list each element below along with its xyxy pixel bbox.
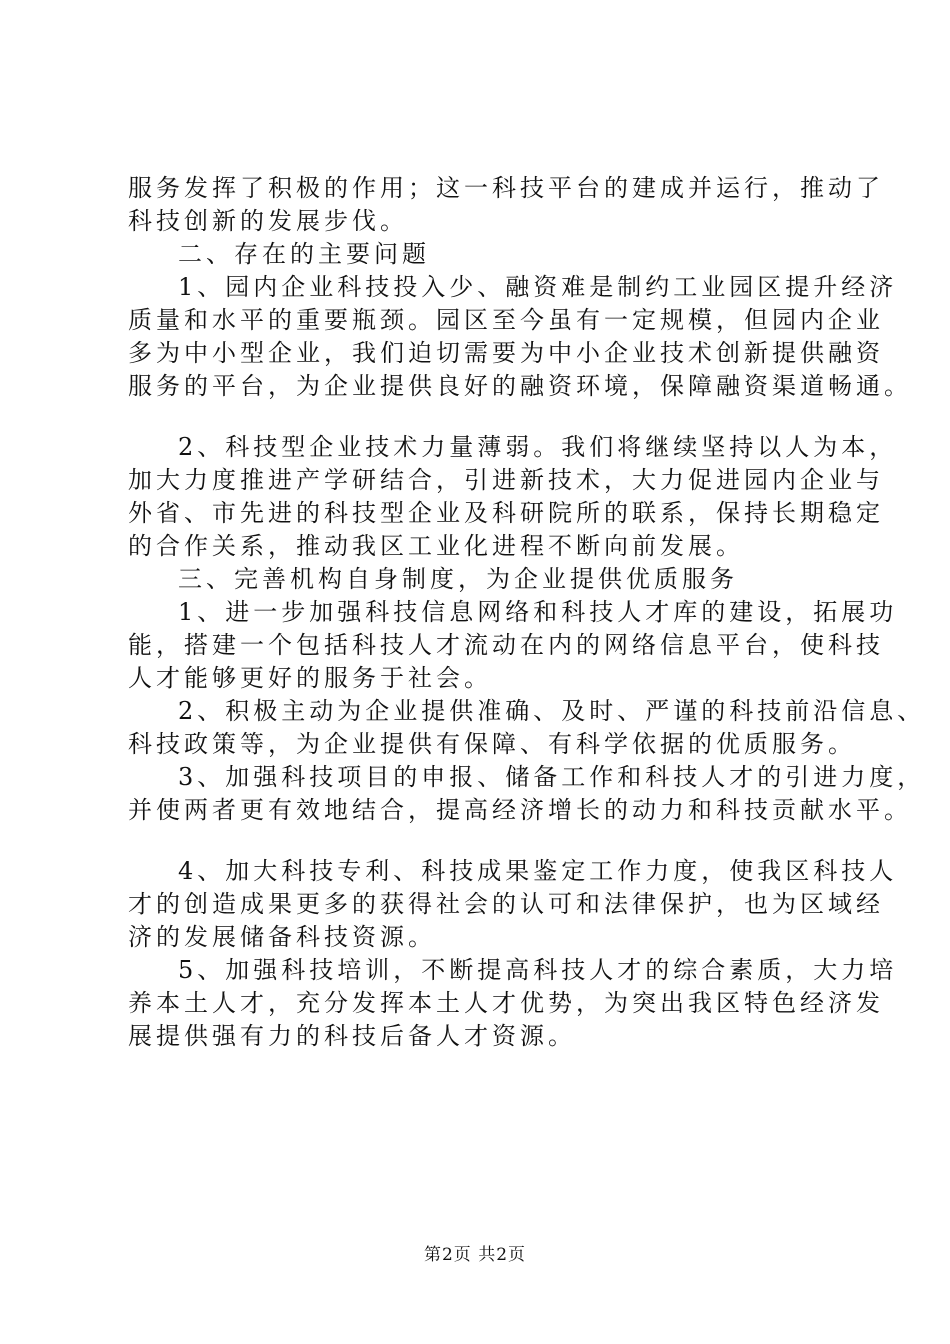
text-line: 并使两者更有效地结合，提高经济增长的动力和科技贡献水平。: [128, 796, 912, 824]
text-line: 养本土人才，充分发挥本土人才优势，为突出我区特色经济发: [128, 989, 884, 1017]
text-line: 能，搭建一个包括科技人才流动在内的网络信息平台，使科技: [128, 631, 884, 659]
text-line: 2、科技型企业技术力量薄弱。我们将继续坚持以人为本，: [178, 433, 898, 461]
text-line: 质量和水平的重要瓶颈。园区至今虽有一定规模，但园内企业: [128, 306, 884, 334]
text-line: 1、园内企业科技投入少、融资难是制约工业园区提升经济: [178, 273, 898, 301]
text-line: 济的发展储备科技资源。: [128, 923, 436, 951]
text-line: 2、积极主动为企业提供准确、及时、严谨的科技前沿信息、: [178, 697, 926, 725]
text-line: 科技政策等，为企业提供有保障、有科学依据的优质服务。: [128, 730, 856, 758]
paragraph-gap: [128, 403, 850, 431]
text-line: 1、进一步加强科技信息网络和科技人才库的建设，拓展功: [178, 598, 898, 626]
text-line: 3、加强科技项目的申报、储备工作和科技人才的引进力度，: [178, 763, 926, 791]
text-line: 科技创新的发展步伐。: [128, 207, 408, 235]
text-line: 服务发挥了积极的作用；这一科技平台的建成并运行，推动了: [128, 174, 884, 202]
text-line: 展提供强有力的科技后备人才资源。: [128, 1022, 576, 1050]
page-number-footer: 第2页 共2页: [423, 1245, 527, 1265]
text-line: 多为中小型企业，我们迫切需要为中小企业技术创新提供融资: [128, 339, 884, 367]
text-line: 才的创造成果更多的获得社会的认可和法律保护，也为区域经: [128, 890, 884, 918]
text-line: 的合作关系，推动我区工业化进程不断向前发展。: [128, 532, 744, 560]
text-line: 外省、市先进的科技型企业及科研院所的联系，保持长期稳定: [128, 499, 884, 527]
section-heading: 二、存在的主要问题: [178, 240, 430, 268]
text-line: 加大力度推进产学研结合，引进新技术，大力促进园内企业与: [128, 466, 884, 494]
text-line: 人才能够更好的服务于社会。: [128, 664, 492, 692]
text-line: 服务的平台，为企业提供良好的融资环境，保障融资渠道畅通。: [128, 372, 912, 400]
paragraph-gap: [128, 827, 850, 855]
text-line: 4、加大科技专利、科技成果鉴定工作力度，使我区科技人: [178, 857, 898, 885]
text-line: 5、加强科技培训，不断提高科技人才的综合素质，大力培: [178, 956, 898, 984]
section-heading: 三、完善机构自身制度，为企业提供优质服务: [178, 565, 738, 593]
document-body: [128, 172, 926, 1053]
